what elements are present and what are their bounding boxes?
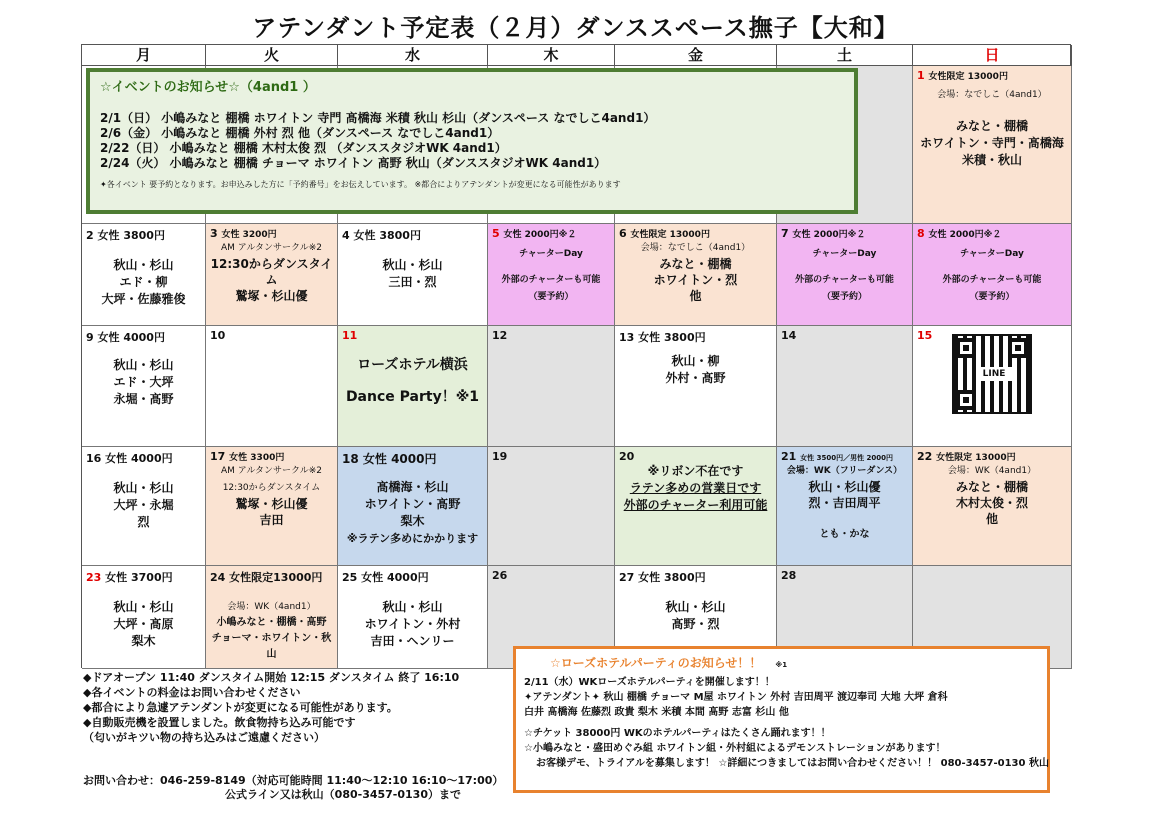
page-title: アテンダント予定表（２月）ダンススペース撫子【大和】: [252, 14, 899, 42]
day-cell-11: [338, 326, 488, 447]
line-qr-code[interactable]: [952, 334, 1032, 414]
day-number: 21: [781, 450, 797, 463]
party-line: ☆チケット 38000円 WKのホテルパーティはたくさん踊れます！！: [524, 728, 831, 739]
day-note: ※ラテン多めにかかります: [346, 532, 479, 545]
day-attendants: [781, 511, 908, 527]
weekday-fri: 金: [615, 45, 777, 66]
day-number: 25: [342, 571, 358, 584]
day-attendants: 鷲塚・杉山優: [235, 497, 308, 511]
day-cell-22: [913, 447, 1072, 566]
party-notice-box: [513, 646, 1050, 793]
party-line: ☆小嶋みなと・盛田めぐみ組 ホワイトン組・外村組によるデモンストレーションがあります！: [524, 743, 946, 754]
event-line: 2/24（火） 小嶋みなと 棚橋 チョーマ ホワイトン 髙野 秋山（ダンススタジオWK 4and1）: [100, 156, 607, 170]
day-cell-19: [488, 447, 615, 566]
party-line: 2/11（水）WKローズホテルパーティを開催します！！: [524, 677, 775, 688]
day-cell-17: [206, 447, 338, 566]
party-line: ✦アテンダント✦ 秋山 棚橋 チョーマ M屋 ホワイトン 外村 吉田周平 渡辺奉司 大地 大坪 倉科: [524, 692, 948, 703]
day-number: 12: [492, 329, 508, 342]
day-price: 女性限定 13000円: [928, 72, 1008, 82]
day-attendants: 小嶋みなと・棚橋・髙野: [216, 617, 327, 628]
day-cell-13: [615, 326, 777, 447]
weekday-mon: 月: [82, 45, 206, 66]
day-attendants: 秋山・杉山: [113, 481, 174, 495]
event-line: 2/22（日） 小嶋みなと 棚橋 木村太俊 烈 （ダンススタジオWK 4and1）: [100, 141, 507, 155]
day-attendants: 髙野・烈: [671, 617, 720, 631]
qr-finder-icon: [1008, 338, 1028, 358]
day-attendants: エド・大坪: [113, 375, 174, 389]
weekday-sat: 土: [777, 45, 913, 66]
day-attendants: 大坪・髙原: [113, 617, 174, 631]
day-attendants: みなと・棚橋: [659, 257, 732, 271]
day-price: 女性 4000円: [105, 452, 173, 465]
day-attendants: 梨木: [400, 514, 425, 528]
day-attendants: 秋山・杉山: [665, 600, 726, 614]
day-attendants: 秋山・杉山: [113, 258, 174, 272]
day-number: 14: [781, 329, 797, 342]
day-price: 女性限定 13000円: [936, 453, 1016, 463]
day-number: 5: [492, 227, 500, 240]
weekday-wed: 水: [338, 45, 488, 66]
day-cell-16: [82, 447, 206, 566]
day-cell-18: [338, 447, 488, 566]
day-number: 1: [917, 69, 925, 82]
day-note: ※リボン不在です: [647, 464, 744, 478]
day-attendants: 秋山・杉山優: [808, 480, 881, 494]
day-number: 17: [210, 450, 226, 463]
footer-line: ◆都合により急遽アテンダントが変更になる可能性があります。: [83, 701, 398, 714]
day-number: 11: [342, 329, 358, 342]
day-price: 女性 2000円※２: [928, 230, 1002, 240]
weekday-tue: 火: [206, 45, 338, 66]
day-attendants: 永堀・髙野: [113, 392, 174, 406]
day-attendants: ホワイトン・烈: [653, 273, 738, 287]
footer-line: ◆各イベントの料金はお問い合わせください: [83, 686, 301, 699]
day-cell-14: [777, 326, 913, 447]
day-cell-9: [82, 326, 206, 447]
day-note: 外部のチャーターも可能: [942, 275, 1042, 285]
day-number: 6: [619, 227, 627, 240]
event-note: ✦各イベント 要予約となります。お申込みした方に「予約番号」をお伝えしています。 ※都合によりアテンダントが変更になる可能性があります: [100, 180, 621, 189]
day-number: 19: [492, 450, 508, 463]
day-attendants: 三田・烈: [388, 275, 437, 289]
day-attendants: エド・柳: [119, 275, 168, 289]
day-number: 3: [210, 227, 218, 240]
contact-info: [83, 774, 503, 802]
day-attendants: 他: [689, 289, 702, 303]
day-attendants: 木村太俊・烈: [955, 496, 1028, 510]
day-number: 7: [781, 227, 789, 240]
day-note: 外部のチャーター利用可能: [623, 498, 768, 512]
day-attendants: ホワイトン・髙野: [364, 497, 461, 511]
day-cell-21: [777, 447, 913, 566]
day-note: ラテン多めの営業日です: [629, 481, 762, 495]
event-line: 2/6（金） 小嶋みなと 棚橋 外村 烈 他（ダンスペース なでしこ4and1）: [100, 126, 500, 140]
day-attendants: 12:30からダンスタイム: [210, 257, 333, 287]
day-cell-6: [615, 224, 777, 326]
day-attendants: みなと・棚橋: [955, 480, 1028, 494]
day-cell-3: [206, 224, 338, 326]
party-notice-heading: ☆ローズホテルパーティのお知らせ！！: [550, 656, 762, 670]
day-note: 外部のチャーターも可能: [501, 275, 601, 285]
day-number: 23: [86, 571, 102, 584]
day-attendants: ホワイトン・外村: [364, 617, 461, 631]
day-attendants: 秋山・柳: [671, 354, 720, 368]
day-price: 女性 3500円／男性 2000円: [800, 454, 893, 462]
day-attendants: 鷲塚・杉山優: [235, 289, 308, 303]
party-line: お客様デモ、トライアルを募集します！ ☆詳細につきましてはお問い合わせください！！ 080-3457-0130 秋山: [536, 758, 1049, 769]
day-cell-24: [206, 566, 338, 669]
day-cell-25: [338, 566, 488, 669]
day-note: チャーターDay: [812, 249, 877, 259]
day-number: 13: [619, 331, 635, 344]
day-price: 女性 4000円: [362, 452, 437, 466]
footer-line: （匂いがキツい物の持ち込みはご遠慮ください）: [83, 731, 325, 744]
day-venue: 会場：WK（4and1）: [947, 466, 1037, 476]
day-venue: 会場：なでしこ（4and1）: [937, 90, 1047, 100]
day-attendants: 秋山・杉山: [382, 600, 443, 614]
day-attendants: 外村・髙野: [665, 371, 726, 385]
event-notice-box: [86, 68, 858, 214]
day-price: 女性 3800円: [638, 571, 706, 584]
day-note: AM アルタンサークル※2: [220, 466, 323, 476]
day-number: 2: [86, 229, 94, 242]
day-attendants: 烈・吉田周平: [808, 496, 881, 510]
day-number: 24: [210, 571, 226, 584]
day-number: 28: [781, 569, 797, 582]
day-attendants: 梨木: [131, 634, 156, 648]
day-attendants: 大坪・佐藤雅俊: [101, 292, 186, 306]
qr-finder-icon: [956, 390, 976, 410]
footer-line: ◆自動販売機を設置しました。飲食物持ち込み可能です: [83, 716, 356, 729]
footer-info: [83, 670, 459, 745]
day-price: 女性 3800円: [353, 229, 421, 242]
day-number: 27: [619, 571, 635, 584]
day-attendants: 大坪・永堀: [113, 498, 174, 512]
day-cell-4: [338, 224, 488, 326]
day-note: 12:30からダンスタイム: [222, 483, 321, 493]
day-attendants: チョーマ・ホワイトン・秋山: [211, 633, 332, 660]
day-cell-15: [913, 326, 1072, 447]
day-cell-5: [488, 224, 615, 326]
day-price: 女性 3800円: [638, 331, 706, 344]
event-notice-heading: ☆イベントのお知らせ☆（4and1 ）: [100, 80, 316, 95]
day-cell-12: [488, 326, 615, 447]
day-price: 女性限定13000円: [229, 571, 323, 584]
day-number: 10: [210, 329, 226, 342]
contact-line: 公式ライン又は秋山（080-3457-0130）まで: [225, 788, 461, 801]
day-note: （要予約）: [969, 292, 1015, 302]
day-attendants: 吉田・ヘンリー: [370, 634, 455, 648]
day-attendants: 秋山・杉山: [382, 258, 443, 272]
day-attendants: みなと・棚橋: [955, 119, 1028, 133]
day-attendants: 秋山・杉山: [113, 600, 174, 614]
day-price: 女性 3700円: [105, 571, 173, 584]
day-note: （要予約）: [821, 292, 867, 302]
footer-line: ◆ドアオープン 11:40 ダンスタイム開始 12:15 ダンスタイム 終了 16:10: [83, 671, 460, 684]
day-number: 18: [342, 452, 359, 466]
day-note: チャーターDay: [960, 249, 1024, 259]
day-attendants: 米積・秋山: [961, 153, 1022, 167]
day-number: 4: [342, 229, 350, 242]
day-attendants: 他: [985, 512, 998, 526]
day-number: 22: [917, 450, 933, 463]
event-line: 2/1（日） 小嶋みなと 棚橋 ホワイトン 寺門 髙橋海 米積 秋山 杉山（ダンスペース なでしこ4and1）: [100, 111, 656, 125]
day-cell-20: [615, 447, 777, 566]
day-venue: 会場：なでしこ（4and1）: [640, 243, 751, 253]
day-price: 女性 3300円: [229, 453, 285, 463]
day-venue: 会場：WK（4and1）: [227, 602, 316, 612]
day-price: 女性 2000円※２: [503, 230, 577, 240]
day-attendants: 吉田: [259, 513, 284, 527]
day-number: 15: [917, 329, 933, 342]
day-number: 9: [86, 331, 94, 344]
weekday-sun: 日: [913, 45, 1072, 66]
day-price: 女性限定 13000円: [630, 230, 710, 240]
day-cell-8: [913, 224, 1072, 326]
day-price: 女性 3200円: [221, 230, 277, 240]
party-line: 白井 髙橋海 佐藤烈 政貴 梨木 米積 本間 髙野 志富 杉山 他: [524, 707, 789, 718]
day-number: 8: [917, 227, 925, 240]
day-price: 女性 2000円※２: [792, 230, 866, 240]
contact-phone: お問い合わせ：046-259-8149（対応可能時間 11:40～12:10 16:10～17:00）: [83, 774, 504, 787]
day-note: チャーターDay: [519, 249, 583, 259]
day-cell-2: [82, 224, 206, 326]
day-note: 外部のチャーターも可能: [795, 275, 894, 285]
day-note: AM アルタンサークル※2: [220, 243, 323, 253]
day-number: 26: [492, 569, 508, 582]
day-attendants: とも・かな: [819, 529, 870, 540]
day-price: 女性 3800円: [97, 229, 165, 242]
day-cell-7: [777, 224, 913, 326]
party-name: ローズホテル横浜: [357, 357, 468, 373]
day-price: 女性 4000円: [97, 331, 165, 344]
day-number: 20: [619, 450, 635, 463]
day-cell-10: [206, 326, 338, 447]
day-cell-1: [913, 66, 1072, 224]
day-number: 16: [86, 452, 102, 465]
party-title: Dance Party！※1: [345, 389, 480, 405]
day-note: （要予約）: [528, 292, 574, 302]
line-logo-icon: LINE: [976, 367, 1012, 381]
party-notice-mark: ※1: [775, 661, 788, 669]
day-price: 女性 4000円: [361, 571, 429, 584]
day-cell-23: [82, 566, 206, 669]
day-attendants: 髙橋海・杉山: [376, 480, 449, 494]
qr-finder-icon: [956, 338, 976, 358]
weekday-thu: 木: [488, 45, 615, 66]
day-attendants: 烈: [137, 515, 150, 529]
day-venue: 会場：WK（フリーダンス）: [786, 466, 903, 476]
day-attendants: ホワイトン・寺門・髙橋海: [920, 136, 1064, 150]
day-attendants: 秋山・杉山: [113, 358, 174, 372]
